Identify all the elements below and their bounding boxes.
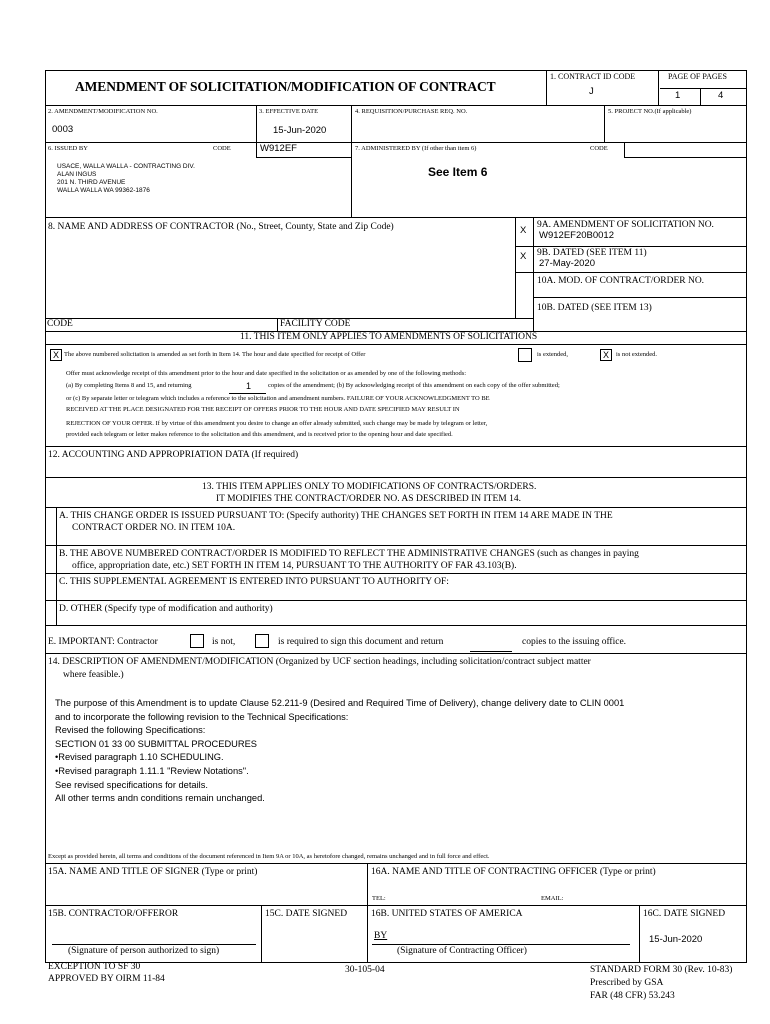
administered-by-code-label: CODE	[590, 145, 608, 152]
solicitation-amended-checkbox[interactable]: X	[50, 349, 62, 361]
effective-date-label: 3. EFFECTIVE DATE	[259, 108, 319, 115]
issuer-address	[57, 163, 195, 196]
description-label-2: where feasible.)	[63, 670, 124, 680]
total-pages: 4	[718, 90, 724, 101]
item-13b-line-1: B. THE ABOVE NUMBERED CONTRACT/ORDER IS MODIFIED TO REFLECT THE ADMINISTRATIVE CHANGES (such as changes in paying	[59, 549, 639, 559]
is-extended-checkbox[interactable]	[518, 348, 532, 362]
item-11-line-2b: copies of the amendment; (b) By acknowledging receipt of this amendment on each copy of the offer submitted;	[268, 382, 560, 389]
tel-label: TEL:	[372, 895, 386, 902]
administered-by-label: 7. ADMINISTERED BY (If other than item 6)	[355, 145, 477, 152]
item-13c-line: C. THIS SUPPLEMENTAL AGREEMENT IS ENTERED INTO PURSUANT TO AUTHORITY OF:	[59, 577, 449, 587]
issuer-line: 201 N. THIRD AVENUE	[57, 179, 126, 187]
dated-9b-value: 27-May-2020	[539, 258, 595, 269]
issued-by-code-label: CODE	[213, 145, 231, 152]
signer-name-label: 15A. NAME AND TITLE OF SIGNER (Type or print)	[48, 867, 258, 877]
except-provided-line: Except as provided herein, all terms and conditions of the document referenced in Item 9A or 10A, as heretofore changed, remains unchanged and in full force and effect.	[48, 853, 490, 860]
contractor-code-label: CODE	[47, 319, 73, 329]
contractor-offeror-label: 15B. CONTRACTOR/OFFEROR	[48, 909, 179, 919]
by-label: BY	[374, 931, 388, 941]
item-11-line-5: REJECTION OF YOUR OFFER. If by virtue of this amendment you desire to change an offer already submitted, such change may be made by telegram or letter,	[66, 420, 488, 427]
date-signed-16c: 15-Jun-2020	[649, 934, 703, 945]
united-states-label: 16B. UNITED STATES OF AMERICA	[371, 909, 523, 919]
check-9b: X	[520, 251, 527, 262]
dated-10b-label: 10B. DATED (SEE ITEM 13)	[537, 303, 652, 313]
issuer-line: USACE, WALLA WALLA - CONTRACTING DIV.	[57, 163, 195, 170]
item-13d-line: D. OTHER (Specify type of modification and authority)	[59, 604, 273, 614]
item-11-sentence: The above numbered solicitation is amended as set forth in Item 14. The hour and date specified for receipt of Offer	[64, 351, 366, 358]
item-11-line-4: RECEIVED AT THE PLACE DESIGNATED FOR THE RECEIPT OF OFFERS PRIOR TO THE HOUR AND DATE SPECIFIED MAY RESULT IN	[66, 406, 460, 413]
description-body	[55, 697, 624, 806]
signature-officer-label: (Signature of Contracting Officer)	[397, 946, 527, 956]
contracting-officer-label: 16A. NAME AND TITLE OF CONTRACTING OFFICER (Type or print)	[371, 867, 656, 877]
description-label-1: 14. DESCRIPTION OF AMENDMENT/MODIFICATION (Organized by UCF section headings, including solicitation/contract subject matter	[48, 657, 591, 667]
description-line: SECTION 01 33 00 SUBMITTAL PROCEDURES	[55, 738, 258, 749]
item-11-line-2a: (a) By completing Items 8 and 15, and returning	[66, 382, 192, 389]
facility-code-label: FACILITY CODE	[280, 319, 351, 329]
contract-id-code: J	[589, 86, 594, 97]
form-title: AMENDMENT OF SOLICITATION/MODIFICATION OF CONTRACT	[75, 79, 496, 94]
description-line: and to incorporate the following revision to the Technical Specifications:	[55, 711, 349, 722]
item-11-heading: 11. THIS ITEM ONLY APPLIES TO AMENDMENTS OF SOLICITATIONS	[240, 332, 538, 342]
is-not-checkbox[interactable]	[190, 634, 204, 648]
important-label: E. IMPORTANT: Contractor	[48, 637, 158, 647]
effective-date: 15-Jun-2020	[273, 125, 327, 136]
item-13a-line-1: A. THIS CHANGE ORDER IS ISSUED PURSUANT TO: (Specify authority) THE CHANGES SET FORTH IN ITEM 14 ARE MADE IN THE	[59, 511, 613, 521]
mod-contract-label: 10A. MOD. OF CONTRACT/ORDER NO.	[537, 276, 705, 286]
prescribed-label: Prescribed by GSA	[590, 978, 664, 988]
issuer-line: ALAN INGUS	[57, 171, 97, 179]
copies-to-issuing-office: copies to the issuing office.	[522, 637, 627, 647]
item-13a-line-2: CONTRACT ORDER NO. IN ITEM 10A.	[72, 523, 236, 533]
date-signed-15c-label: 15C. DATE SIGNED	[265, 909, 348, 919]
email-label: EMAIL:	[541, 895, 564, 902]
contractor-name-address-label: 8. NAME AND ADDRESS OF CONTRACTOR (No., Street, County, State and Zip Code)	[48, 222, 394, 232]
item-11-line-1: Offer must acknowledge receipt of this amendment prior to the hour and date specified in the solicitation or as amended by one of the following methods:	[66, 370, 467, 377]
description-line: See revised specifications for details.	[55, 779, 208, 790]
far-label: FAR (48 CFR) 53.243	[590, 991, 675, 1001]
issued-by-label: 6. ISSUED BY	[48, 145, 88, 152]
page-of-pages-label: PAGE OF PAGES	[668, 72, 727, 81]
description-line: •Revised paragraph 1.11.1 "Review Notations".	[55, 765, 249, 776]
is-not-label: is not,	[212, 637, 236, 647]
standard-form-label: STANDARD FORM 30 (Rev. 10-83)	[590, 965, 733, 975]
amendment-solicitation-label: 9A. AMENDMENT OF SOLICITATION NO.	[537, 220, 714, 230]
contract-id-code-label: 1. CONTRACT ID CODE	[550, 72, 636, 81]
is-required-label: is required to sign this document and return	[278, 637, 444, 647]
project-no-label: 5. PROJECT NO.(If applicable)	[608, 108, 692, 115]
requisition-label: 4. REQUISITION/PURCHASE REQ. NO.	[355, 108, 468, 115]
signature-person-label: (Signature of person authorized to sign)	[68, 946, 220, 956]
description-line: All other terms andn conditions remain unchanged.	[55, 793, 265, 804]
amendment-no-label: 2. AMENDMENT/MODIFICATION NO.	[48, 108, 158, 115]
issuer-line: WALLA WALLA WA 99362-1876	[57, 187, 150, 195]
page-number: 1	[675, 90, 681, 101]
description-line: The purpose of this Amendment is to update Clause 52.211-9 (Desired and Required Time of Delivery), change delivery date to CLIN 0001	[55, 698, 625, 708]
not-extended-checkbox[interactable]: X	[600, 349, 612, 361]
item-13-heading-2: IT MODIFIES THE CONTRACT/ORDER NO. AS DESCRIBED IN ITEM 14.	[216, 494, 521, 504]
exception-label: EXCEPTION TO SF 30	[48, 962, 141, 972]
copies-returned: 1	[246, 381, 252, 391]
description-line: •Revised paragraph 1.10 SCHEDULING.	[55, 752, 224, 763]
item-13b-line-2: office, appropriation date, etc.) SET FORTH IN ITEM 14, PURSUANT TO THE AUTHORITY OF FAR 43.103(B).	[72, 561, 517, 571]
amendment-solicitation-no: W912EF20B0012	[539, 230, 614, 241]
approved-label: APPROVED BY OIRM 11-84	[48, 974, 165, 984]
accounting-data-label: 12. ACCOUNTING AND APPROPRIATION DATA (If required)	[48, 450, 299, 460]
is-extended-label: is extended,	[537, 351, 569, 358]
item-13-heading-1: 13. THIS ITEM APPLIES ONLY TO MODIFICATIONS OF CONTRACTS/ORDERS.	[202, 482, 537, 492]
form-number-center: 30-105-04	[345, 965, 385, 975]
item-11-line-6: provided each telegram or letter makes reference to the solicitation and this amendment, and is received prior to the opening hour and date specified.	[66, 431, 453, 438]
amendment-no: 0003	[52, 124, 74, 135]
item-11-line-3: or (c) By separate letter or telegram which includes a reference to the solicitation and amendment numbers. FAILURE OF YOUR ACKNOWLEDGMENT TO BE	[66, 395, 490, 402]
is-required-checkbox[interactable]	[255, 634, 269, 648]
date-signed-16c-label: 16C. DATE SIGNED	[643, 909, 726, 919]
dated-9b-label: 9B. DATED (SEE ITEM 11)	[537, 248, 647, 258]
see-item-6: See Item 6	[428, 165, 488, 179]
description-line: Revised the following Specifications:	[55, 725, 206, 736]
issued-by-code: W912EF	[260, 143, 297, 154]
check-9a: X	[520, 225, 527, 236]
not-extended-label: is not extended.	[616, 351, 657, 358]
